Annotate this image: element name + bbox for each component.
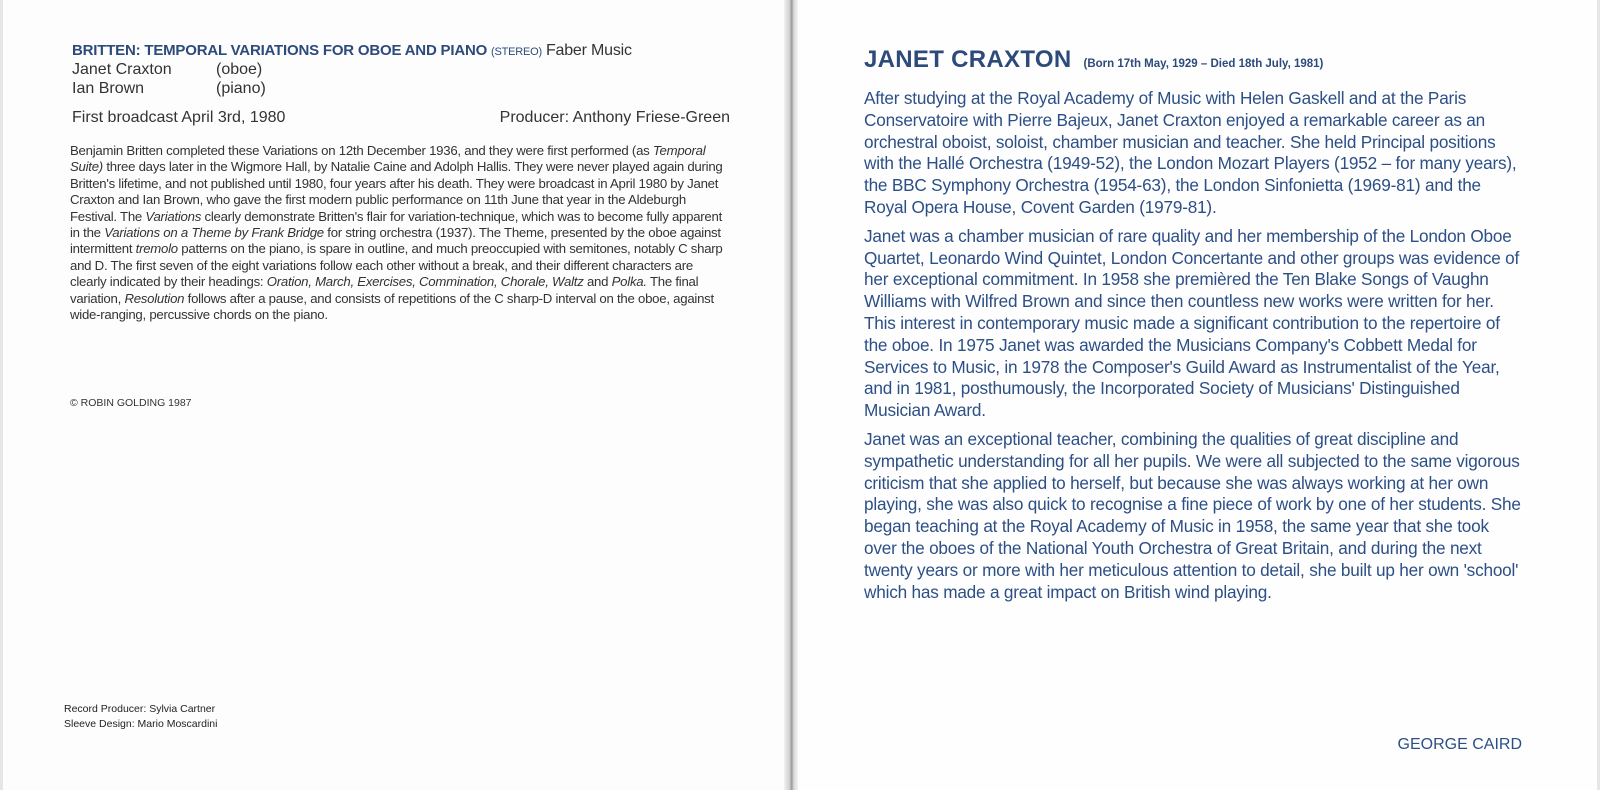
notes-italic: Resolution — [124, 290, 185, 306]
broadcast-info — [72, 109, 730, 127]
notes-text: for string orchestra (1937). The Theme, presented by the oboe against intermittent — [70, 225, 721, 257]
notes-italic: Temporal Suite) — [70, 143, 706, 175]
biography-name: JANET CRAXTON — [864, 46, 1072, 73]
performer-name: Janet Craxton — [72, 61, 172, 78]
record-producer-credit: Record Producer: Sylvia Cartner — [64, 703, 216, 715]
biography-paragraph: Janet was an exceptional teacher, combining the qualities of great discipline and sympathetic understanding for all her pupils. We were all subjected to the same vigorous criticism that she applied to herself, but because she was always working at her own playing, she was also quick to recognise a fine piece of work by one of her students. She began teaching at the Royal Academy of Music in 1958, the same year that she took over the oboes of the National Youth Orchestra of Great Britain, and during the next twenty years or more with her meticulous attention to detail, she built up her own 'school' which has made a great impact on British wind playing. — [864, 428, 1521, 602]
author-signature: GEORGE CAIRD — [1397, 736, 1522, 753]
sleeve-design-credit: Sleeve Design: Mario Moscardini — [64, 718, 218, 730]
biography-heading — [864, 46, 1323, 74]
performers-list — [72, 60, 266, 98]
biography-text — [864, 88, 1522, 610]
performer-instrument: (oboe) — [216, 61, 263, 78]
notes-text: follows after a pause, and consists of repetitions of the C sharp-D interval on the oboe, against wide-ranging, percussive chords on the piano. — [70, 290, 714, 323]
biography-paragraph: Janet was a chamber musician of rare quality and her membership of the London Oboe Quartet, Leonardo Wind Quintet, London Concertante and other groups was evidence of her exceptional commitment. In 1958 she premièred the Ten Blake Songs of Vaughn Williams with Wilfred Brown and since then countless new works were written for her. This interest in contemporary music made a significant contribution to the repertoire of the oboe. In 1975 Janet was awarded the Musicians Company's Cobbett Medal for Services to Music, in 1978 the Composer's Guild Award as Instrumentalist of the Year, and in 1981, posthumously, the Incorporated Society of Musicians' Distinguished Musician Award. — [864, 225, 1520, 421]
biography-dates: (Born 17th May, 1929 – Died 18th July, 1981) — [1083, 58, 1324, 70]
copyright-notice: © ROBIN GOLDING 1987 — [70, 397, 192, 409]
notes-italic: Variations on a Theme by Frank Bridge — [104, 225, 324, 241]
notes-italic: Polka. — [611, 274, 647, 290]
notes-text: The final variation, — [70, 274, 699, 306]
production-credits — [64, 702, 217, 732]
notes-text: clearly demonstrate Britten's flair for variation-technique, which was to become fully apparent in the — [70, 208, 723, 241]
publisher: Faber Music — [545, 42, 632, 59]
performer-instrument: (piano) — [216, 80, 266, 97]
recording-title — [72, 42, 632, 60]
notes-text: Benjamin Britten completed these Variations on 12th December 1936, and they were first performed (as — [70, 143, 653, 158]
biography-paragraph: After studying at the Royal Academy of Music with Helen Gaskell and at the Paris Conservatoire with Pierre Bajeux, Janet Craxton enjoyed a remarkable career as an orchestral oboist, soloist, chamber musician and teacher. She held Principal positions with the Hallé Orchestra (1949-52), the London Mozart Players (1952 – for many years), the BBC Symphony Orchestra (1954-63), the London Sinfonietta (1969-81) and the Royal Opera House, Covent Garden (1979-81). — [864, 88, 1517, 217]
left-page-edge — [0, 0, 3, 790]
programme-notes — [70, 143, 730, 323]
notes-text: and — [583, 274, 612, 290]
performer-row — [72, 60, 266, 79]
notes-italic: Oration, March, Exercises, Commination, Chorale, Waltz — [266, 274, 584, 290]
center-fold — [784, 0, 798, 790]
notes-italic: tremolo — [135, 241, 178, 257]
stereo-tag: (STEREO) — [491, 46, 542, 58]
work-title: BRITTEN: TEMPORAL VARIATIONS FOR OBOE AND PIANO — [72, 42, 488, 59]
notes-text: patterns on the piano, is spare in outline, and much preoccupied with semitones, notably C sharp and D. The first seven of the eight variations follow each other without a break, and their different characters are clearly indicated by their headings: — [70, 241, 723, 290]
producer: Producer: Anthony Friese-Green — [499, 109, 730, 126]
notes-text: three days later in the Wigmore Hall, by Natalie Caine and Adolph Hallis. They were never played again during Britten's lifetime, and not published until 1980, four years after his death. They were broadcast in April 1980 by Janet Craxton and Ian Brown, who gave the first modern public performance on 11th June that year in the Aldeburgh Festival. The — [70, 159, 723, 224]
first-broadcast: First broadcast April 3rd, 1980 — [72, 109, 286, 126]
notes-italic: Variations — [145, 208, 202, 224]
performer-row — [72, 79, 266, 98]
performer-name: Ian Brown — [72, 80, 145, 97]
